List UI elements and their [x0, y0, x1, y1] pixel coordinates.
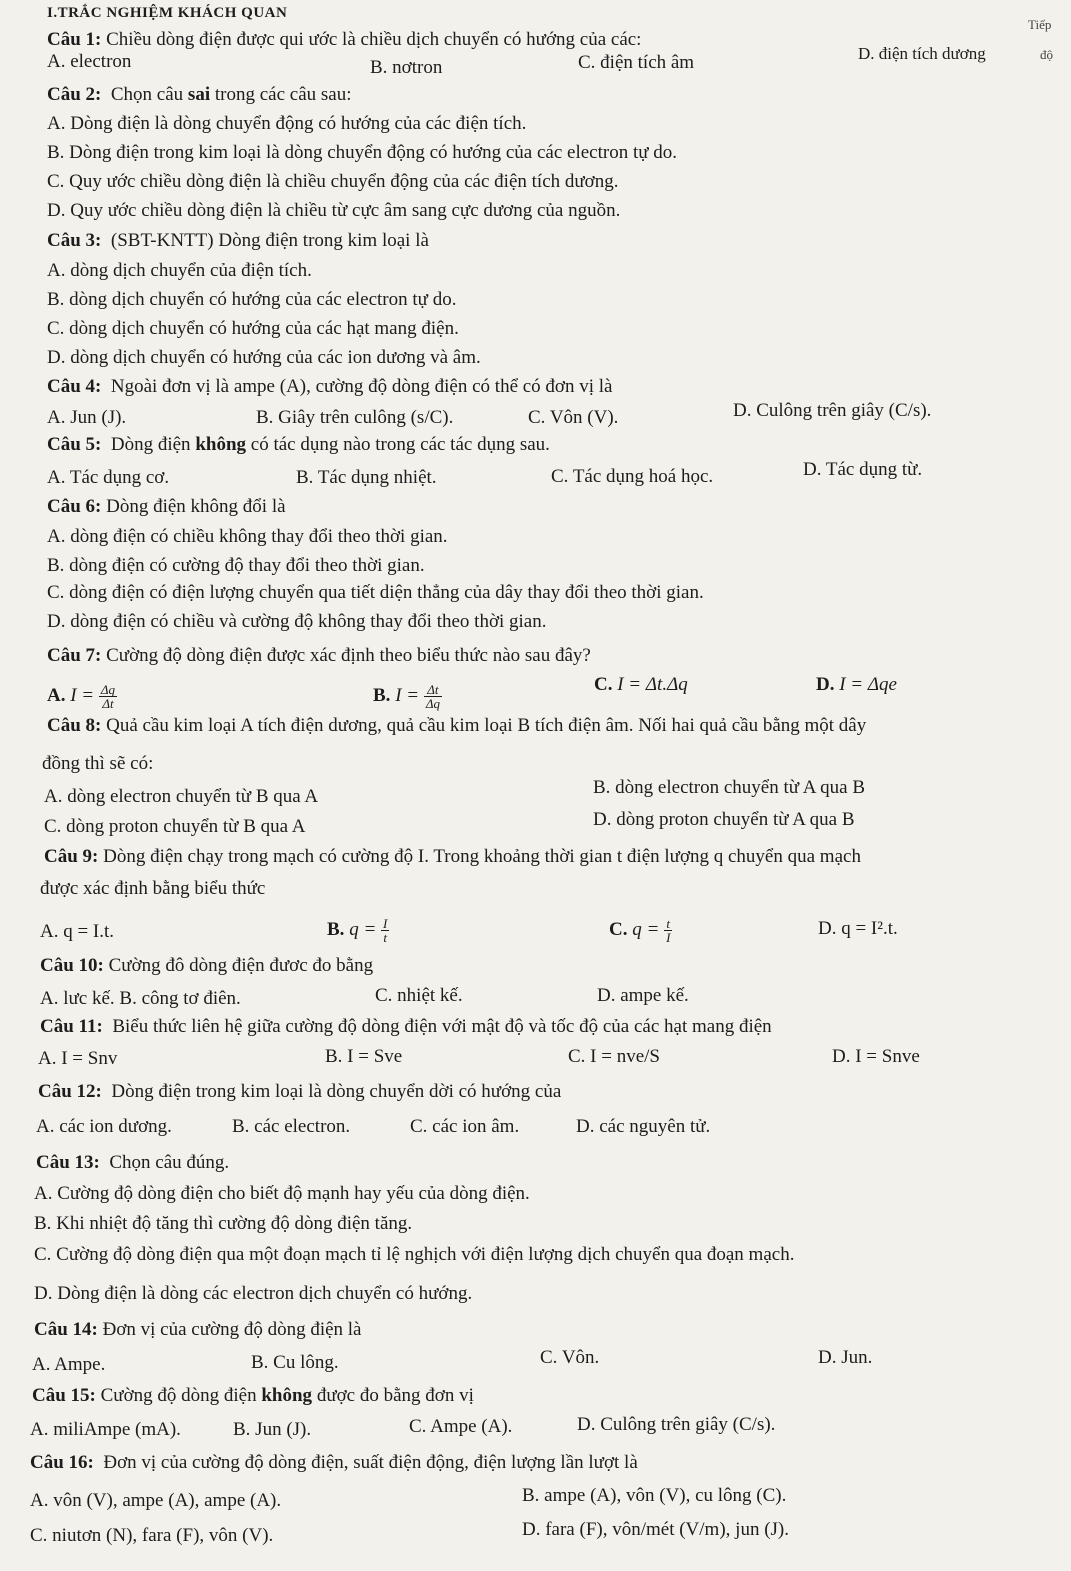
question-8: [47, 715, 866, 737]
q11-option-c: C. I = nve/S: [568, 1046, 660, 1067]
q1-option-b: B. nơtron: [370, 57, 443, 78]
question-label: Câu 8:: [47, 715, 102, 736]
q13-option-c: C. Cường độ dòng điện qua một đoạn mạch tỉ lệ nghịch với điện lượng dịch chuyển qua đoạn mạch.: [34, 1244, 795, 1265]
option-letter: D.: [816, 674, 835, 695]
question-label: Câu 2:: [47, 84, 102, 105]
question-label: Câu 3:: [47, 230, 102, 251]
question-text: Biểu thức liên hệ giữa cường độ dòng điện với mật độ và tốc độ của các hạt mang điện: [112, 1016, 772, 1037]
question-14: [34, 1319, 362, 1341]
question-text-end: trong các câu sau:: [214, 84, 352, 105]
option-letter: A.: [47, 685, 66, 706]
q2-option-b: B. Dòng điện trong kim loại là dòng chuyển động có hướng của các electron tự do.: [47, 142, 678, 163]
formula-lhs: I =: [395, 685, 420, 706]
fraction-denominator: Δq: [425, 696, 440, 712]
question-text: Dòng điện không đổi là: [106, 496, 286, 517]
q5-option-a: A. Tác dụng cơ.: [47, 467, 170, 488]
option-letter: C.: [594, 674, 613, 695]
q15-option-d: D. Culông trên giây (C/s).: [577, 1414, 776, 1435]
fraction-denominator: I: [666, 930, 671, 946]
question-2: [47, 84, 352, 106]
question-label: Câu 1:: [47, 29, 102, 50]
q1-option-c: C. điện tích âm: [578, 52, 695, 73]
question-text: Đơn vị của cường độ dòng điện là: [102, 1319, 362, 1340]
q14-option-c: C. Vôn.: [540, 1347, 600, 1368]
question-label: Câu 15:: [32, 1385, 96, 1406]
q6-option-a: A. dòng điện có chiều không thay đổi theo thời gian.: [47, 526, 448, 547]
q1-option-d: D. điện tích dương: [858, 44, 986, 63]
q14-option-d: D. Jun.: [818, 1347, 873, 1368]
q8-option-b: B. dòng electron chuyển từ A qua B: [593, 777, 866, 798]
question-13: [36, 1152, 229, 1174]
q15-option-c: C. Ampe (A).: [409, 1416, 513, 1437]
question-1: [47, 29, 641, 51]
q10-option-d: D. ampe kế.: [597, 985, 689, 1006]
fraction-denominator: Δt: [102, 696, 114, 712]
fraction-numerator: Δt: [424, 683, 442, 697]
corner-text-right: độ: [1040, 47, 1053, 62]
q1-option-a: A. electron: [47, 51, 132, 72]
q14-option-a: A. Ampe.: [32, 1354, 106, 1375]
fraction-denominator: t: [383, 930, 387, 946]
q9-option-c: [609, 910, 672, 950]
q14-option-b: B. Cu lông.: [251, 1352, 339, 1373]
q15-option-b: B. Jun (J).: [233, 1419, 312, 1440]
option-letter: C.: [609, 919, 628, 940]
fraction: [664, 917, 672, 944]
option-letter: B.: [373, 685, 391, 706]
fraction: [424, 683, 442, 710]
question-text-end: có tác dụng nào trong các tác dụng sau.: [250, 434, 550, 455]
fraction-numerator: Δq: [100, 682, 116, 698]
question-text: Cường độ dòng điện: [100, 1385, 257, 1406]
section-title: I.TRẮC NGHIỆM KHÁCH QUAN: [47, 5, 288, 21]
question-12: [38, 1081, 561, 1103]
question-label: Câu 11:: [40, 1016, 103, 1037]
fraction: [381, 917, 389, 944]
q12-option-b: B. các electron.: [232, 1116, 351, 1137]
question-text: Đơn vị của cường độ dòng điện, suất điện động, điện lượng lần lượt là: [103, 1452, 638, 1473]
q5-option-c: C. Tác dụng hoá học.: [551, 466, 714, 487]
question-label: Câu 7:: [47, 645, 102, 666]
q3-option-a: A. dòng dịch chuyển của điện tích.: [47, 260, 312, 281]
q5-option-b: B. Tác dụng nhiệt.: [296, 467, 437, 488]
q5-option-d: D. Tác dụng từ.: [803, 459, 923, 480]
question-9: [44, 846, 861, 868]
q11-option-d: D. I = Snve: [832, 1046, 920, 1067]
q13-option-a: A. Cường độ dòng điện cho biết độ mạnh hay yếu của dòng điện.: [34, 1183, 530, 1204]
question-text: Chiều dòng điện được qui ước là chiều dịch chuyển có hướng của các:: [106, 29, 642, 50]
corner-text-top: Tiếp: [1028, 17, 1052, 32]
q4-option-a: A. Jun (J).: [47, 407, 127, 428]
question-text: Dòng điện: [110, 434, 191, 455]
question-text: Dòng điện trong kim loại là dòng chuyển dời có hướng của: [111, 1081, 562, 1102]
question-text: Dòng điện chạy trong mạch có cường độ I. Trong khoảng thời gian t điện lượng q chuyển qua mạch: [103, 846, 861, 867]
fraction: [99, 683, 117, 710]
q8-option-a: A. dòng electron chuyển từ B qua A: [44, 786, 319, 807]
formula: I = Δqe: [839, 674, 897, 695]
question-text-end: được đo bằng đơn vị: [316, 1385, 474, 1406]
q2-option-d: D. Quy ước chiều dòng điện là chiều từ cực âm sang cực dương của nguồn.: [47, 200, 621, 221]
q16-option-c: C. niutơn (N), fara (F), vôn (V).: [30, 1525, 274, 1546]
question-emphasis: sai: [187, 84, 211, 105]
question-label: Câu 6:: [47, 496, 102, 517]
question-10: [40, 955, 373, 977]
q16-option-a: A. vôn (V), ampe (A), ampe (A).: [30, 1490, 282, 1511]
question-11: [40, 1016, 772, 1038]
question-text: Cường độ dòng điện được xác định theo biểu thức nào sau đây?: [106, 645, 591, 666]
question-text: (SBT-KNTT) Dòng điện trong kim loại là: [110, 230, 429, 251]
fraction-numerator: I: [383, 916, 388, 932]
question-3: [47, 230, 429, 252]
q8-option-c: C. dòng proton chuyển từ B qua A: [44, 816, 306, 837]
q10-option-a: A. lưc kế. B. công tơ điên.: [40, 988, 241, 1009]
fraction-numerator: t: [664, 917, 672, 931]
question-7: [47, 645, 591, 667]
q4-option-d: D. Culông trên giây (C/s).: [733, 400, 932, 421]
question-label: Câu 10:: [40, 955, 104, 976]
q11-option-b: B. I = Sve: [325, 1046, 403, 1067]
question-text: Ngoài đơn vị là ampe (A), cường độ dòng điện có thể có đơn vị là: [110, 376, 613, 397]
option-letter: B.: [327, 919, 345, 940]
formula-lhs: q =: [349, 919, 377, 940]
q2-option-a: A. Dòng điện là dòng chuyển động có hướng của các điện tích.: [47, 113, 527, 134]
question-text: Chọn câu đúng.: [109, 1152, 230, 1173]
question-text: Cường đô dòng điện đươc đo bằng: [108, 955, 374, 976]
question-label: Câu 13:: [36, 1152, 100, 1173]
q10-option-c: C. nhiệt kế.: [375, 985, 463, 1006]
question-label: Câu 9:: [44, 846, 99, 867]
question-text: Chọn câu: [110, 84, 184, 105]
q13-option-b: B. Khi nhiệt độ tăng thì cường độ dòng điện tăng.: [34, 1213, 413, 1234]
question-9-continued: được xác định bằng biểu thức: [40, 878, 266, 899]
q15-option-a: A. miliAmpe (mA).: [30, 1419, 181, 1440]
q6-option-d: D. dòng điện có chiều và cường độ không thay đổi theo thời gian.: [47, 611, 547, 632]
question-label: Câu 12:: [38, 1081, 102, 1102]
q3-option-d: D. dòng dịch chuyển có hướng của các ion dương và âm.: [47, 347, 481, 368]
q16-option-d: D. fara (F), vôn/mét (V/m), jun (J).: [522, 1519, 789, 1540]
q7-option-b: [373, 676, 442, 716]
q8-option-d: D. dòng proton chuyển từ A qua B: [593, 809, 855, 830]
q4-option-b: B. Giây trên culông (s/C).: [256, 407, 454, 428]
question-label: Câu 5:: [47, 434, 102, 455]
q7-option-c: [594, 674, 688, 696]
q9-option-d: D. q = I².t.: [818, 918, 898, 939]
q4-option-c: C. Vôn (V).: [528, 407, 619, 428]
q9-option-b: [327, 910, 389, 950]
formula-lhs: q =: [632, 919, 660, 940]
question-emphasis: không: [195, 434, 247, 455]
q12-option-d: D. các nguyên tử.: [576, 1116, 711, 1137]
question-emphasis: không: [261, 1385, 313, 1406]
question-15: [32, 1385, 474, 1407]
question-text: Quả cầu kim loại A tích điện dương, quả cầu kim loại B tích điện âm. Nối hai quả cầu bằng một dây: [106, 715, 867, 736]
q16-option-b: B. ampe (A), vôn (V), cu lông (C).: [522, 1485, 787, 1506]
q3-option-c: C. dòng dịch chuyển có hướng của các hạt mang điện.: [47, 318, 459, 339]
q3-option-b: B. dòng dịch chuyển có hướng của các electron tự do.: [47, 289, 457, 310]
q9-option-a: A. q = I.t.: [40, 921, 115, 942]
q6-option-b: B. dòng điện có cường độ thay đổi theo thời gian.: [47, 555, 425, 576]
question-8-continued: đồng thì sẽ có:: [42, 753, 154, 774]
q7-option-d: [816, 674, 897, 696]
formula-lhs: I =: [70, 685, 95, 706]
q6-option-c: C. dòng điện có điện lượng chuyển qua tiết diện thẳng của dây thay đổi theo thời gian.: [47, 582, 704, 603]
question-4: [47, 376, 612, 398]
q13-option-d: D. Dòng điện là dòng các electron dịch chuyển có hướng.: [34, 1283, 473, 1304]
question-16: [30, 1452, 638, 1474]
formula: I = Δt.Δq: [617, 674, 688, 695]
q7-option-a: [47, 676, 117, 716]
q11-option-a: A. I = Snv: [38, 1048, 118, 1069]
question-label: Câu 14:: [34, 1319, 98, 1340]
question-6: [47, 496, 286, 518]
q12-option-a: A. các ion dương.: [36, 1116, 172, 1137]
q12-option-c: C. các ion âm.: [410, 1116, 520, 1137]
q2-option-c: C. Quy ước chiều dòng điện là chiều chuyển động của các điện tích dương.: [47, 171, 619, 192]
question-label: Câu 16:: [30, 1452, 94, 1473]
question-5: [47, 434, 550, 456]
question-label: Câu 4:: [47, 376, 102, 397]
